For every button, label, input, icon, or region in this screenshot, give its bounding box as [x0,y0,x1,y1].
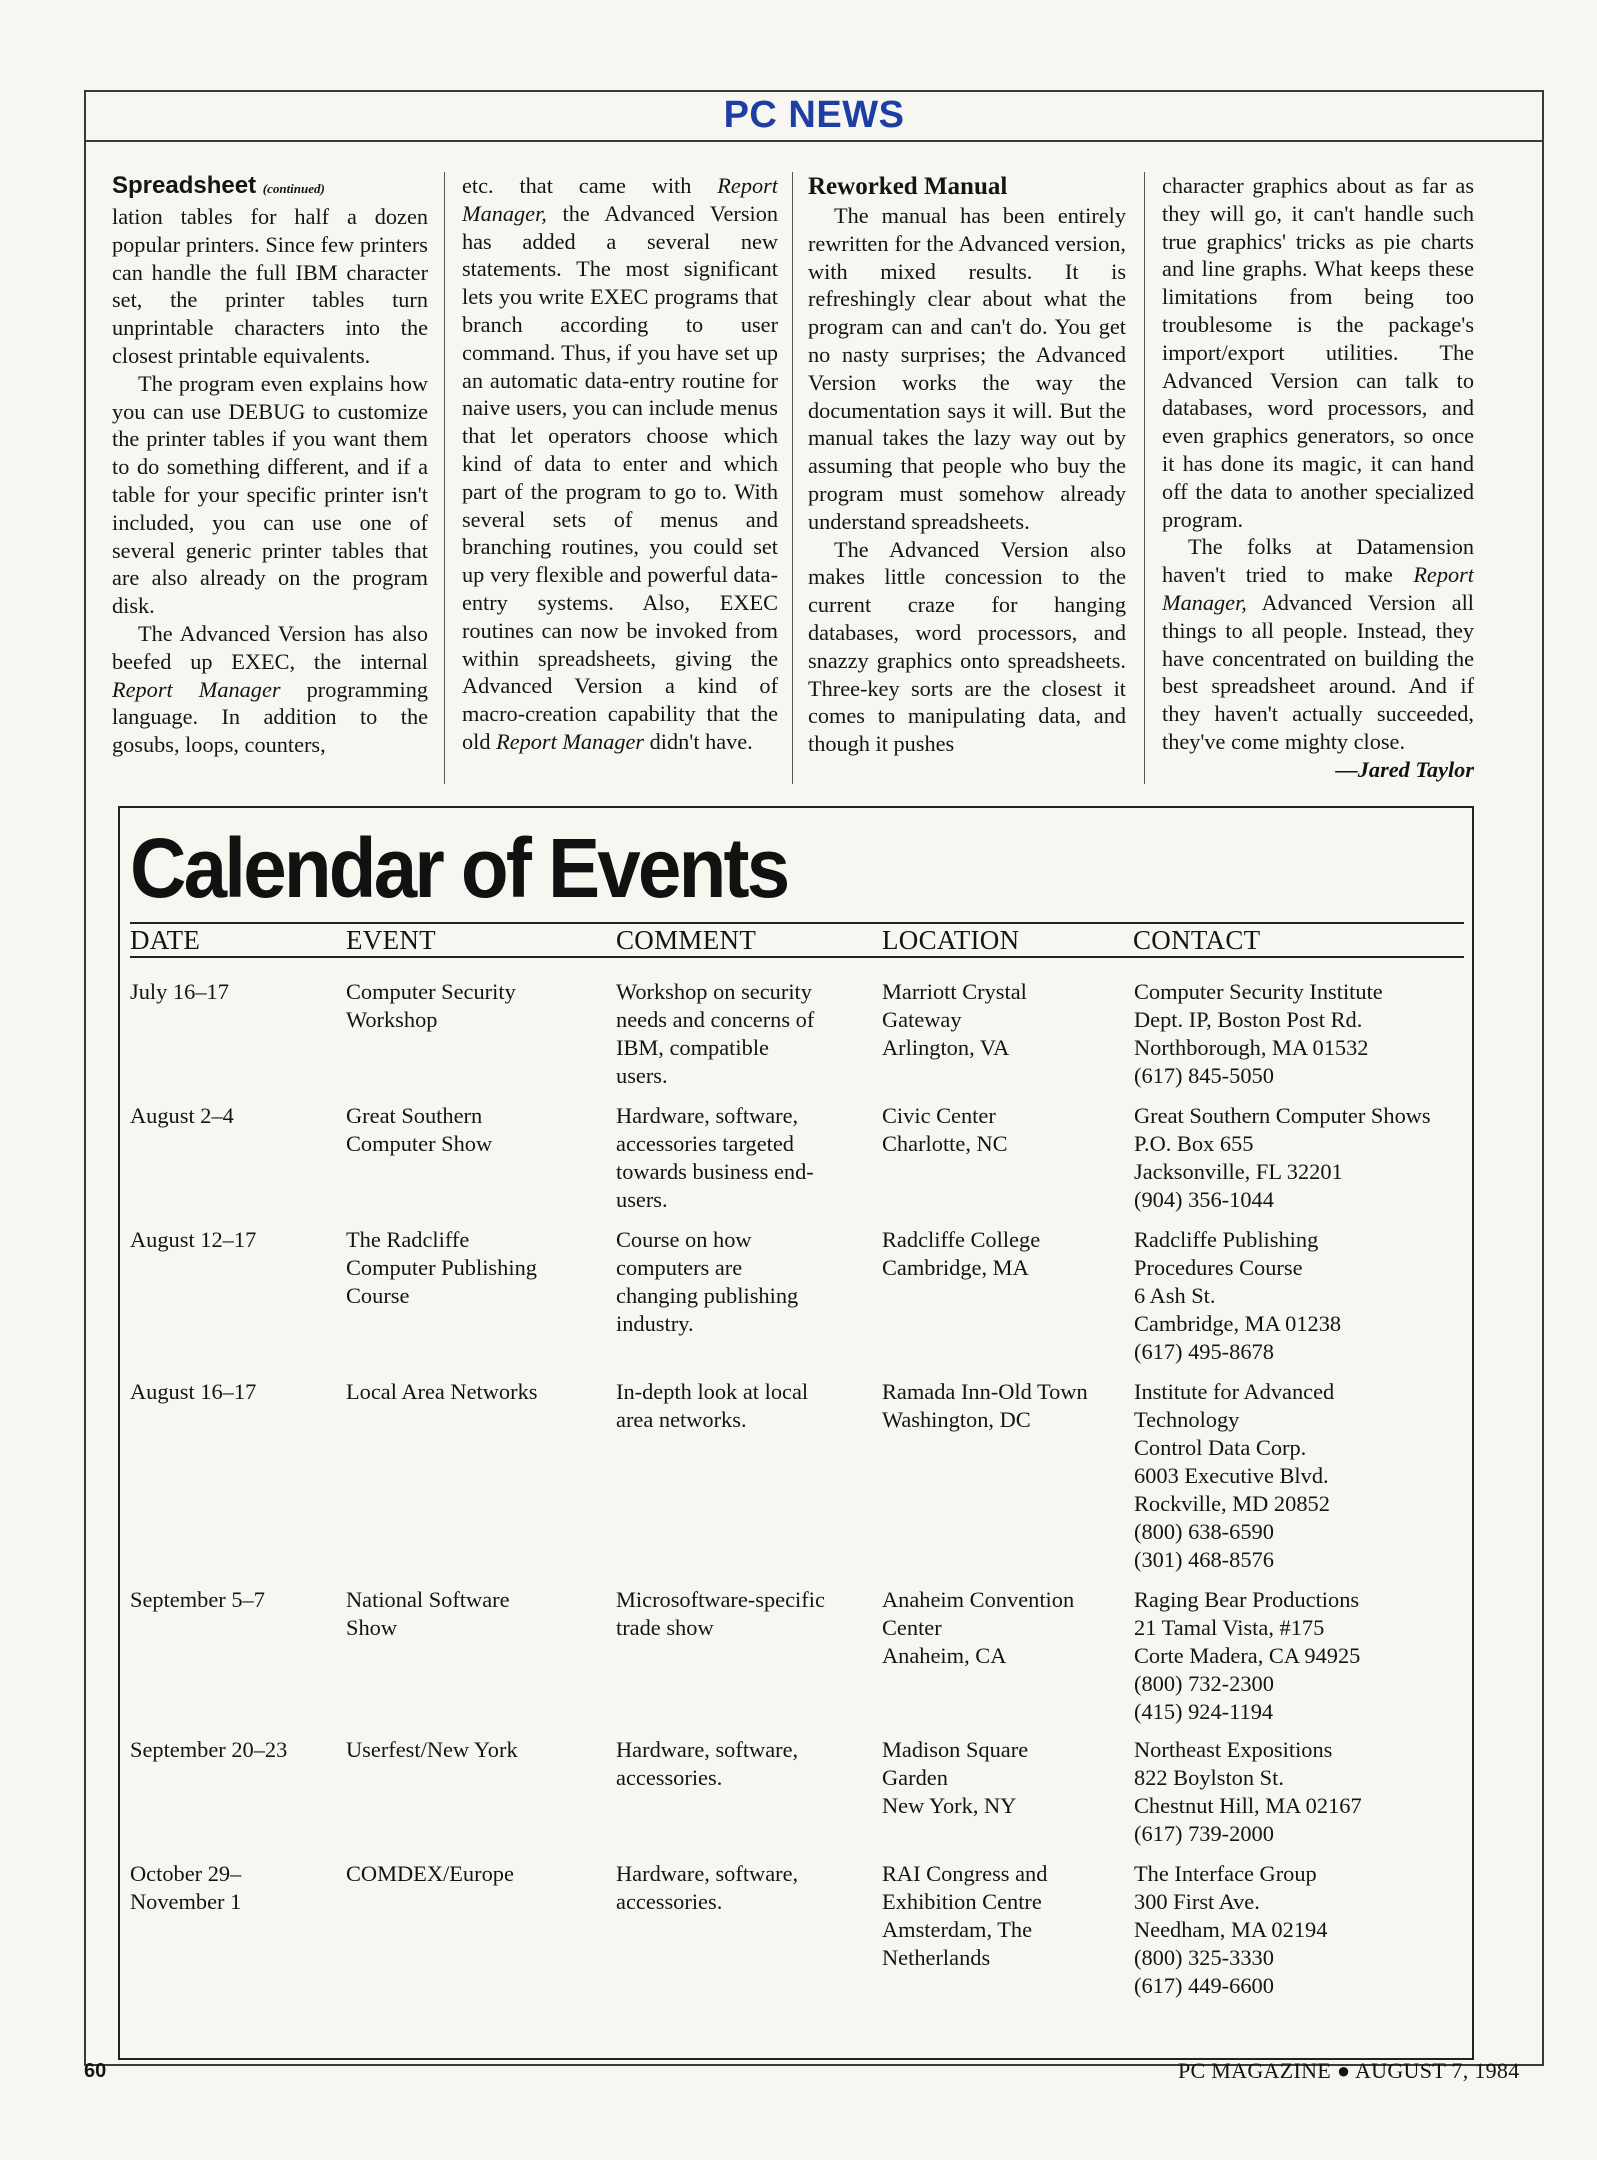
paragraph: etc. that came with Report Manager, the Advanced Version has added a several new statements. The most significant lets you write EXEC programs that branch according to user command. Thus, if you have set up an automatic data-entry routine for naive users, you can include menus that let operators choose which kind of data to enter and which part of the program to go to. With several sets of menus and branching routines, you could set up very flexible and powerful data-entry systems. Also, EXEC routines can now be invoked from within spreadsheets, giving the Advanced Version a kind of macro-creation capability that the old Report Manager didn't have. [462,173,778,754]
section-title: PC NEWS [84,90,1544,142]
event-location: RAI Congress and Exhibition Centre Amsterdam, The Netherlands [882,1861,1048,1970]
event-name: Computer Security Workshop [346,979,516,1032]
paragraph: The Advanced Version also makes little concession to the current craze for hanging databases, word processors, and snazzy graphics onto spreadsheets. Three-key sorts are the closest it comes to manipulating data, and though it pushes [808,536,1126,757]
event-comment: In-depth look at local area networks. [616,1379,809,1432]
column-header-location: LOCATION [882,925,1020,955]
event-name: Userfest/New York [346,1737,518,1762]
event-location: Marriott Crystal Gateway Arlington, VA [882,979,1027,1060]
event-comment: Microsoftware-specific trade show [616,1587,825,1640]
event-contact: Great Southern Computer Shows P.O. Box 655 Jacksonville, FL 32201 (904) 356-1044 [1134,1103,1431,1212]
article-column-4 [1162,172,1474,792]
event-contact: Radcliffe Publishing Procedures Course 6 Ash St. Cambridge, MA 01238 (617) 495-8678 [1134,1227,1342,1364]
calendar-title: Calendar of Events [130,821,788,915]
event-comment: Workshop on security needs and concerns of IBM, compatible users. [616,979,815,1088]
paragraph: The program even explains how you can use DEBUG to customize the printer tables if you want them to do something different, and if a table for your specific printer isn't included, you can use one of several generic printer tables that are also already on the program disk. [112,370,428,619]
article-column-1 [112,172,428,792]
event-location: Anaheim Convention Center Anaheim, CA [882,1587,1075,1668]
event-date: September 20–23 [130,1737,288,1762]
publication-footer: PC MAGAZINE ● AUGUST 7, 1984 [1178,2058,1520,2083]
article-heading [112,172,428,203]
paragraph: lation tables for half a dozen popular printers. Since few printers can handle the full IBM character set, the printer tables turn unprintable characters into the closest printable equivalents. [112,204,428,368]
subheading: Reworked Manual [808,173,1008,200]
event-name: Local Area Networks [346,1379,538,1404]
event-comment: Hardware, software, accessories. [616,1861,799,1914]
event-comment: Hardware, software, accessories targeted towards business end- users. [616,1103,814,1212]
author-byline: —Jared Taylor [1335,756,1474,782]
event-name: COMDEX/Europe [346,1861,514,1886]
article-column-2 [462,172,778,792]
event-location: Civic Center Charlotte, NC [882,1103,1008,1156]
column-divider [792,172,793,784]
event-date: August 16–17 [130,1379,257,1404]
event-contact: Raging Bear Productions 21 Tamal Vista, #175 Corte Madera, CA 94925 (800) 732-2300 (415) 924-1194 [1134,1587,1361,1724]
event-comment: Hardware, software, accessories. [616,1737,799,1790]
paragraph: character graphics about as far as they will go, it can't handle such true graphics' tricks as pie charts and line graphs. What keeps these limitations from being too troublesome is the package's import/export utilities. The Advanced Version can talk to databases, word processors, and even graphics generators, so once it has done its magic, it can hand off the data to another specialized program. [1162,173,1474,532]
paragraph: The manual has been entirely rewritten for the Advanced version, with mixed results. It is refreshingly clear about what the program can and can't do. You get no nasty surprises; the Advanced Version works the way the documentation says it will. But the manual takes the lazy way out by assuming that people who buy the program must somehow already understand spreadsheets. [808,203,1126,534]
article-column-3 [808,172,1126,792]
event-date: October 29– November 1 [130,1861,242,1914]
event-contact: Northeast Expositions 822 Boylston St. Chestnut Hill, MA 02167 (617) 739-2000 [1134,1737,1362,1846]
paragraph: The Advanced Version has also beefed up EXEC, the internal Report Manager programming language. In addition to the gosubs, loops, counters, [112,620,428,758]
event-date: September 5–7 [130,1587,265,1612]
event-contact: Computer Security Institute Dept. IP, Boston Post Rd. Northborough, MA 01532 (617) 845-5050 [1134,979,1383,1088]
event-comment: Course on how computers are changing publishing industry. [616,1227,799,1336]
event-name: The Radcliffe Computer Publishing Course [346,1227,537,1308]
column-header-contact: CONTACT [1133,925,1261,955]
column-header-comment: COMMENT [616,925,757,955]
paragraph: The folks at Datamension haven't tried to make Report Manager, Advanced Version all things to all people. Instead, they have concentrated on building the best spreadsheet around. And if they haven't actually succeeded, they've come mighty close. —Jared Taylor [1162,534,1474,782]
event-location: Ramada Inn-Old Town Washington, DC [882,1379,1088,1432]
event-date: August 12–17 [130,1227,257,1252]
event-date: July 16–17 [130,979,229,1004]
column-header-event: EVENT [346,925,436,955]
event-name: National Software Show [346,1587,510,1640]
event-date: August 2–4 [130,1103,234,1128]
column-divider [444,172,445,784]
event-location: Madison Square Garden New York, NY [882,1737,1029,1818]
event-location: Radcliffe College Cambridge, MA [882,1227,1041,1280]
column-header-date: DATE [130,925,201,955]
event-contact: Institute for Advanced Technology Control Data Corp. 6003 Executive Blvd. Rockville, MD 20852 (800) 638-6590 (301) 468-8576 [1134,1379,1335,1572]
event-name: Great Southern Computer Show [346,1103,493,1156]
article-heading-text: Spreadsheet [112,172,257,199]
page-number: 60 [84,2060,107,2082]
continued-tag: (continued) [262,181,325,196]
table-header-rules [130,922,1464,958]
event-contact: The Interface Group 300 First Ave. Needham, MA 02194 (800) 325-3330 (617) 449-6600 [1134,1861,1328,1998]
column-divider [1144,172,1145,784]
